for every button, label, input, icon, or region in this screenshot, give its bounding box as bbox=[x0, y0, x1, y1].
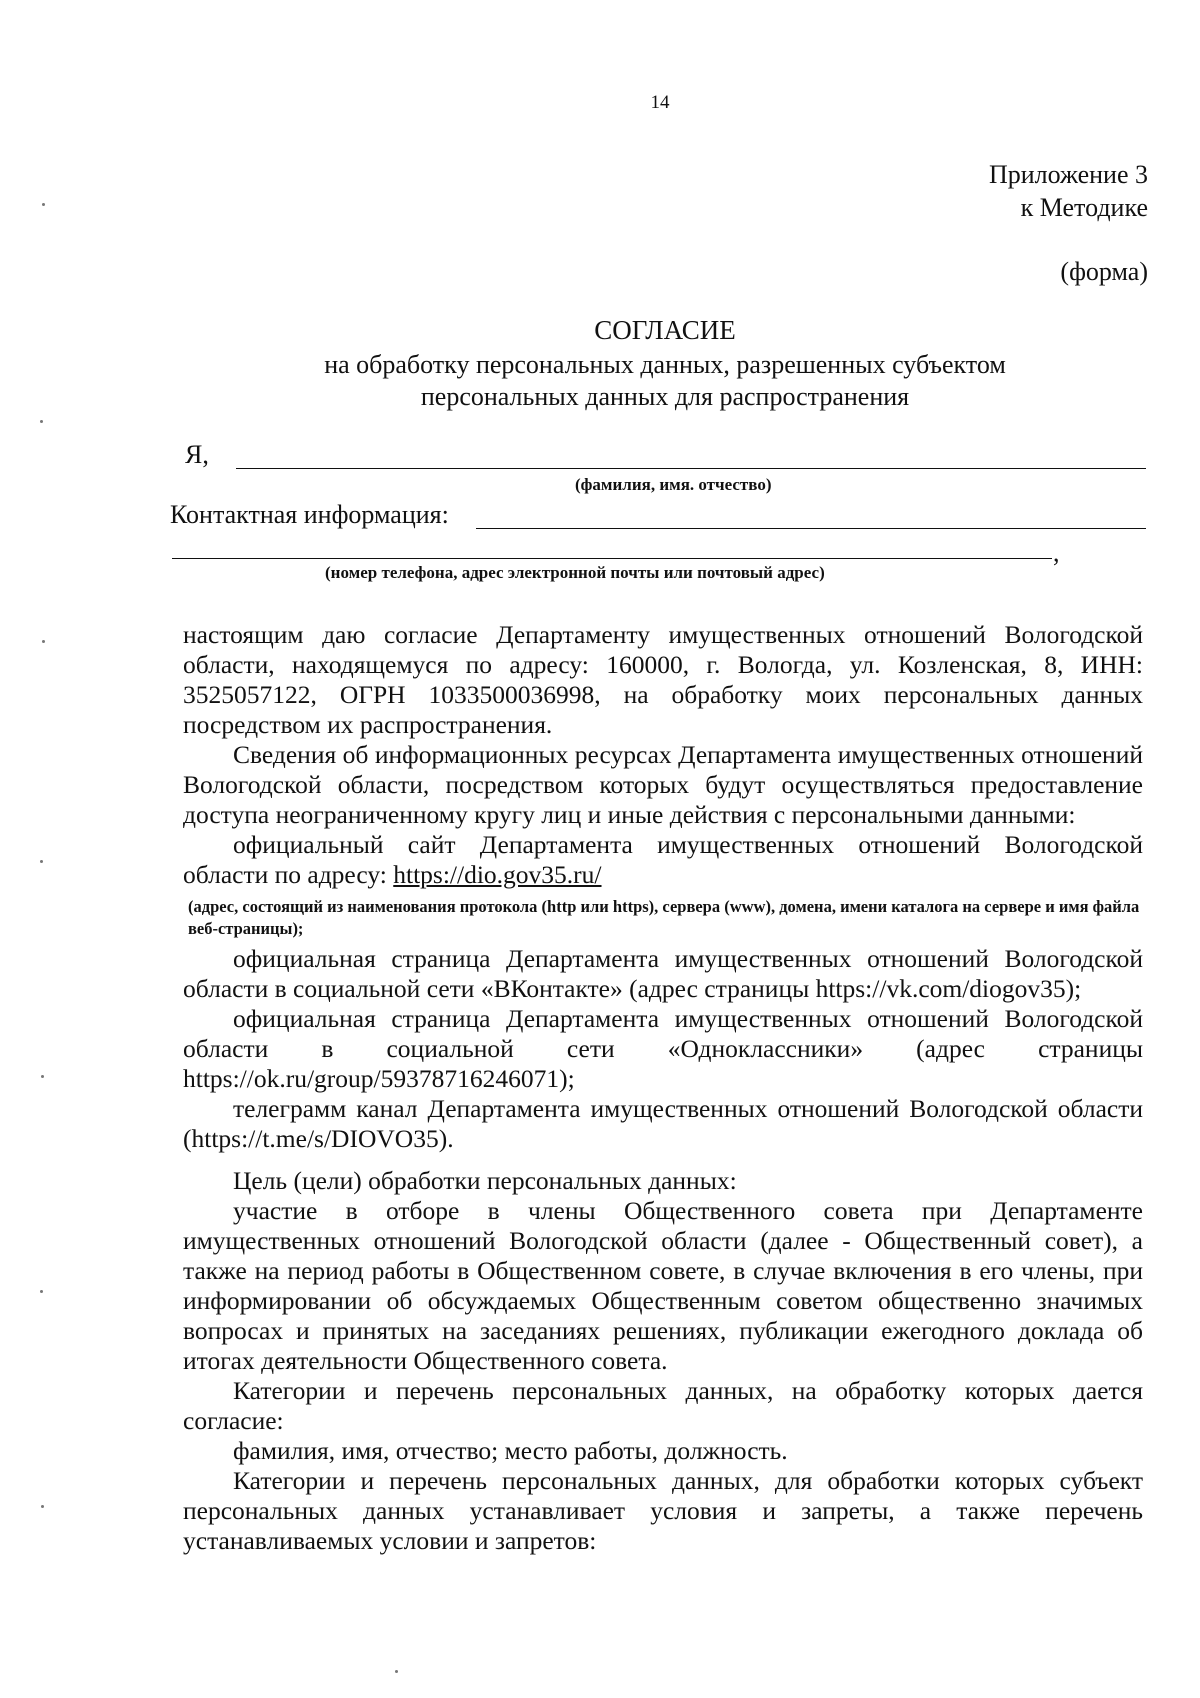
scan-speck bbox=[40, 1290, 43, 1293]
paragraph-gap bbox=[183, 1154, 1143, 1166]
scan-speck bbox=[42, 640, 45, 643]
scan-speck bbox=[41, 1075, 44, 1078]
scan-speck bbox=[41, 1505, 44, 1508]
ya-label: Я, bbox=[185, 440, 209, 469]
form-label: (форма) bbox=[1060, 257, 1148, 286]
scan-speck bbox=[42, 203, 45, 206]
vk-page-paragraph: официальная страница Департамента имущественных отношений Вологодской области в социальной сети «ВКонтакте» (адрес страницы https://vk.com/diogov35); bbox=[183, 944, 1143, 1003]
contact-line bbox=[476, 528, 1146, 529]
contact-caption: (номер телефона, адрес электронной почты или почтовый адрес) bbox=[325, 563, 825, 582]
scan-speck bbox=[40, 420, 43, 423]
fio-line bbox=[236, 468, 1146, 469]
purpose-heading: Цель (цели) обработки персональных данных: bbox=[233, 1166, 737, 1195]
document-title: СОГЛАСИЕ bbox=[594, 315, 736, 345]
contact-line-comma: , bbox=[1053, 538, 1060, 567]
purpose-paragraph: участие в отборе в члены Общественного совета при Департаменте имущественных отношений Вологодской области (далее - Общественный совет), а также на период работы в Общественном совете, в случае включения в его члены, при информировании об обсуждаемых Общественным советом общественно значимых вопросах и принятых на заседаниях решениях, публикации ежегодного доклада об итогах деятельности Общественного совета. bbox=[183, 1196, 1143, 1375]
contact-line-2 bbox=[172, 558, 1052, 559]
address-note: (адрес, состоящий из наименования протокола (http или https), сервера (www), домена, имени каталога на сервере и имя файла веб-страницы); bbox=[188, 897, 1140, 938]
scan-speck bbox=[40, 860, 43, 863]
scan-speck bbox=[395, 1670, 398, 1673]
categories-list: фамилия, имя, отчество; место работы, должность. bbox=[233, 1436, 788, 1465]
document-subtitle-line1: на обработку персональных данных, разрешенных субъектом bbox=[324, 350, 1006, 379]
appendix-reference: к Методике bbox=[1020, 193, 1148, 222]
page-number: 14 bbox=[650, 92, 670, 113]
official-site-link[interactable]: https://dio.gov35.ru/ bbox=[393, 860, 602, 889]
appendix-number: Приложение 3 bbox=[988, 160, 1148, 189]
restrictions-heading: Категории и перечень персональных данных, для обработки которых субъект персональных данных устанавливает условия и запреты, а также перечень устанавливаемых условии и запретов: bbox=[183, 1466, 1143, 1555]
ok-page-paragraph: официальная страница Департамента имущественных отношений Вологодской области в социальной сети «Одноклассники» (адрес страницы https://ok.ru/group/59378716246071); bbox=[183, 1004, 1143, 1093]
official-site-paragraph bbox=[183, 830, 1143, 890]
telegram-channel-paragraph: телеграмм канал Департамента имущественных отношений Вологодской области (https://t.me/s/DIOVO35). bbox=[183, 1094, 1143, 1153]
official-site-text: официальный сайт Департамента имущественных отношений Вологодской области по адресу: bbox=[183, 830, 1143, 889]
categories-heading: Категории и перечень персональных данных, на обработку которых дается согласие: bbox=[183, 1376, 1143, 1435]
resources-intro: Сведения об информационных ресурсах Департамента имущественных отношений Вологодской области, посредством которых будут осуществляться предоставление доступа неограниченному кругу лиц и иные действия с персональными данными: bbox=[183, 740, 1143, 829]
consent-paragraph: настоящим даю согласие Департаменту имущественных отношений Вологодской области, находящемуся по адресу: 160000, г. Вологда, ул. Козленская, 8, ИНН: 3525057122, ОГРН 1033500036998, на обработку моих персональных данных посредством их распространения. bbox=[183, 620, 1143, 739]
contact-label: Контактная информация: bbox=[170, 500, 449, 529]
document-subtitle-line2: персональных данных для распространения bbox=[420, 382, 910, 411]
fio-caption: (фамилия, имя. отчество) bbox=[575, 475, 772, 494]
consent-body bbox=[183, 620, 1143, 1556]
